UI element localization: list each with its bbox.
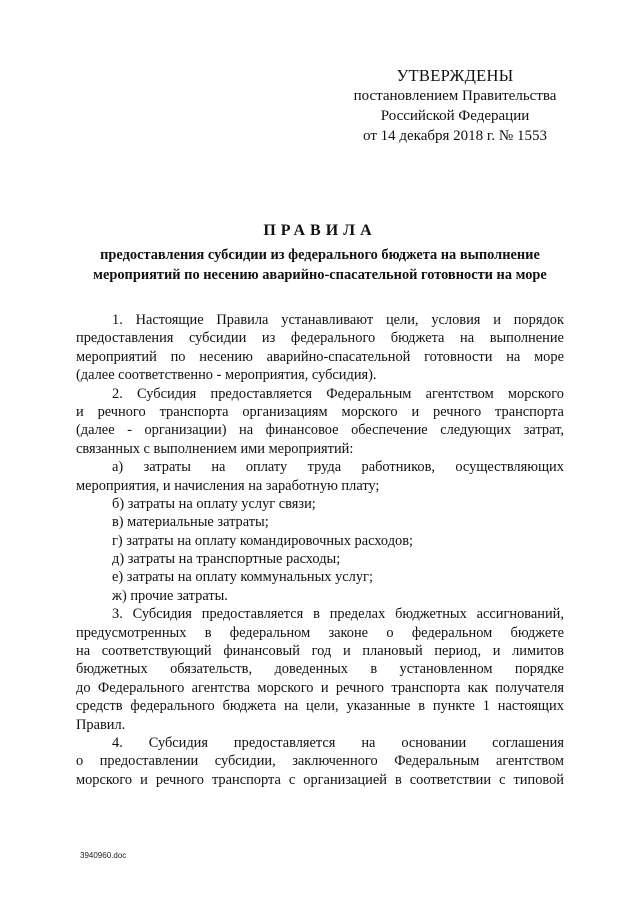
- word: настоящих: [497, 698, 564, 715]
- word: федерального: [130, 698, 215, 715]
- word: предоставлении: [99, 753, 199, 770]
- body-line: [76, 752, 564, 770]
- word: период,: [434, 643, 482, 660]
- word: на: [506, 348, 521, 365]
- document-subtitle: [60, 246, 580, 285]
- word: с: [288, 771, 296, 788]
- word: морского: [341, 403, 398, 420]
- body-line: [76, 679, 564, 697]
- word: федеральном: [411, 624, 493, 641]
- word: морского: [76, 771, 133, 788]
- body-line: [76, 385, 564, 403]
- word: организациям: [242, 403, 328, 420]
- word: и: [493, 312, 501, 328]
- word: оплату: [245, 459, 288, 476]
- word: законе: [328, 624, 369, 641]
- line-text: мероприятия, и начисления на заработную плату;: [76, 477, 380, 494]
- word: в: [418, 698, 425, 715]
- approval-line-1: постановлением Правительства: [353, 88, 557, 104]
- word: пределах: [329, 606, 386, 623]
- word: и: [492, 643, 501, 660]
- word: 3.: [112, 606, 123, 623]
- word: обязательств,: [170, 661, 253, 678]
- word: на: [460, 330, 475, 347]
- word: плановый: [362, 643, 423, 660]
- word: типовой: [513, 771, 564, 788]
- word: предусмотренных: [76, 624, 187, 641]
- line-text: в) материальные затраты;: [112, 514, 269, 531]
- word: о: [386, 624, 394, 641]
- word: речного: [155, 771, 204, 788]
- word: и: [411, 403, 420, 420]
- body-line: [76, 458, 564, 476]
- body-line: [76, 532, 564, 550]
- line-text: связанных с выполнением ими мероприятий:: [76, 440, 354, 457]
- word: субсидии: [188, 330, 247, 347]
- word: Субсидия: [132, 606, 192, 623]
- body-line: [76, 734, 564, 752]
- word: 1.: [112, 312, 123, 328]
- word: Субсидия: [137, 385, 197, 402]
- word: федерального: [290, 330, 376, 347]
- word: о: [76, 753, 84, 770]
- word: -: [127, 422, 132, 439]
- word: основании: [401, 734, 467, 751]
- line-text: г) затраты на оплату командировочных расходов;: [112, 532, 414, 549]
- word: порядок: [513, 312, 564, 328]
- word: из: [261, 330, 276, 347]
- body-line: [76, 624, 564, 642]
- word: финансовое: [265, 422, 339, 439]
- word: как: [467, 679, 488, 696]
- word: и: [76, 403, 84, 420]
- body-line: [76, 329, 564, 347]
- word: 4.: [112, 734, 123, 751]
- word: 2.: [112, 385, 123, 402]
- word: условия: [431, 312, 481, 328]
- body-line: [76, 771, 564, 789]
- body-line: [76, 348, 564, 366]
- body-line: [76, 660, 564, 678]
- word: бюджета: [222, 698, 277, 715]
- word: в: [204, 624, 212, 641]
- word: соответствии: [409, 771, 492, 788]
- word: речного: [335, 679, 385, 696]
- word: аварийно-спасательной: [266, 348, 411, 365]
- word: (далее: [76, 422, 115, 439]
- line-text: д) затраты на транспортные расходы;: [112, 551, 341, 568]
- word: речного: [97, 403, 146, 420]
- word: морского: [257, 679, 314, 696]
- word: бюджете: [510, 624, 564, 641]
- word: доведенных: [274, 661, 348, 678]
- word: с: [499, 771, 506, 788]
- body-line: [76, 716, 564, 734]
- line-text: б) затраты на оплату услуг связи;: [112, 495, 316, 512]
- word: до: [76, 679, 91, 696]
- word: и: [140, 771, 148, 788]
- body-line: [76, 513, 564, 531]
- word: получателя: [495, 679, 564, 696]
- word: Правила: [216, 312, 269, 328]
- word: мероприятий: [76, 348, 157, 365]
- word: субсидии,: [214, 753, 276, 770]
- word: на: [284, 698, 299, 715]
- word: готовности: [424, 348, 493, 365]
- word: по: [170, 348, 186, 365]
- word: транспорта: [211, 771, 281, 788]
- word: бюджета: [390, 330, 445, 347]
- word: средств: [76, 698, 123, 715]
- word: на: [76, 643, 91, 660]
- word: организации): [144, 422, 227, 439]
- body-line: [76, 568, 564, 586]
- word: цели,: [385, 312, 419, 328]
- word: лимитов: [512, 643, 564, 660]
- word: федеральном: [229, 624, 311, 641]
- body-line: [76, 440, 564, 458]
- body-line: [76, 403, 564, 421]
- word: указанные: [346, 698, 411, 715]
- word: цели,: [306, 698, 339, 715]
- document-body: [76, 311, 564, 789]
- word: труда: [307, 459, 342, 476]
- word: предоставляется: [233, 734, 336, 751]
- word: работников,: [361, 459, 435, 476]
- word: год: [311, 643, 332, 660]
- word: и: [320, 679, 329, 696]
- word: организацией: [303, 771, 387, 788]
- word: устанавливают: [281, 312, 374, 328]
- word: в: [370, 661, 378, 678]
- word: Субсидия: [148, 734, 209, 751]
- word: Федеральным: [326, 385, 412, 402]
- word: на: [211, 459, 226, 476]
- word: морского: [507, 385, 564, 402]
- word: 1: [482, 698, 490, 715]
- word: ассигнований,: [476, 606, 564, 623]
- word: соглашения: [492, 734, 564, 751]
- word: соответствующий: [101, 643, 212, 660]
- word: несению: [199, 348, 253, 365]
- line-text: е) затраты на оплату коммунальных услуг;: [112, 569, 373, 586]
- word: предоставляется: [210, 385, 312, 402]
- approval-line-2: Российской Федерации: [380, 108, 530, 124]
- word: осуществляющих: [455, 459, 564, 476]
- body-line: [76, 311, 564, 329]
- body-line: [76, 587, 564, 605]
- document-title: ПРАВИЛА: [263, 222, 377, 239]
- word: следующих: [440, 422, 512, 439]
- word: финансовый: [223, 643, 300, 660]
- body-line: [76, 697, 564, 715]
- line-text: Правил.: [76, 716, 126, 733]
- word: затрат,: [523, 422, 564, 439]
- file-name-footer: 3940960.doc: [80, 851, 127, 860]
- word: установленном: [399, 661, 493, 678]
- subtitle-line-1: предоставления субсидии из федерального бюджета на выполнение: [100, 247, 540, 263]
- line-text: (далее соответственно - мероприятия, субсидия).: [76, 367, 377, 384]
- word: транспорта: [159, 403, 229, 420]
- approval-line-3: от 14 декабря 2018 г. № 1553: [363, 128, 547, 144]
- line-text: ж) прочие затраты.: [112, 587, 228, 604]
- word: на: [239, 422, 254, 439]
- body-line: [76, 495, 564, 513]
- word: речного: [433, 403, 482, 420]
- approval-heading: УТВЕРЖДЕНЫ: [396, 66, 514, 85]
- body-line: [76, 550, 564, 568]
- word: транспорта: [391, 679, 461, 696]
- word: бюджетных: [76, 661, 148, 678]
- word: предоставления: [76, 330, 174, 347]
- word: заключенного: [292, 753, 378, 770]
- word: в: [394, 771, 402, 788]
- word: в: [313, 606, 320, 623]
- body-line: [76, 421, 564, 439]
- word: затраты: [143, 459, 191, 476]
- body-line: [76, 477, 564, 495]
- word: обеспечение: [351, 422, 428, 439]
- word: выполнение: [489, 330, 564, 347]
- body-line: [76, 366, 564, 384]
- word: море: [534, 348, 564, 365]
- word: предоставляется: [201, 606, 304, 623]
- body-line: [76, 605, 564, 623]
- subtitle-line-2: мероприятий по несению аварийно-спасательной готовности на море: [93, 266, 547, 283]
- word: на: [361, 734, 376, 751]
- body-line: [76, 642, 564, 660]
- word: Федеральным: [394, 753, 480, 770]
- word: а): [112, 459, 124, 476]
- word: агентством: [495, 753, 564, 770]
- word: Федерального: [97, 679, 185, 696]
- word: агентства: [191, 679, 250, 696]
- word: и: [342, 643, 351, 660]
- word: бюджетных: [395, 606, 467, 623]
- word: Настоящие: [135, 312, 204, 328]
- word: агентством: [425, 385, 494, 402]
- word: транспорта: [495, 403, 564, 420]
- word: пункте: [432, 698, 475, 715]
- approval-stamp: [330, 66, 580, 146]
- word: порядке: [514, 661, 564, 678]
